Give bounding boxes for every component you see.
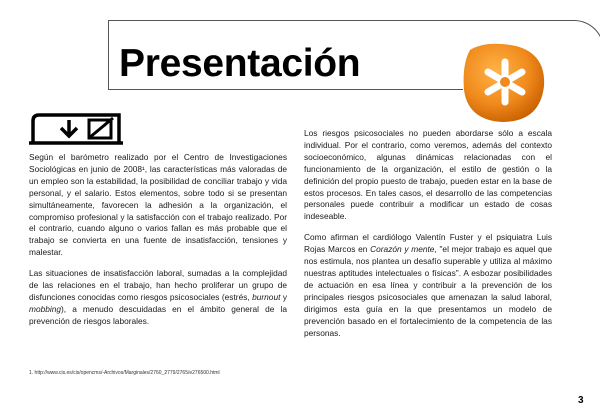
right-paragraph-1: Los riesgos psicosociales no pueden abordarse sólo a escala individual. Por el contrario, como veremos, además del contexto socioeconómico, algunas dinámicas relacionadas con el funcionamiento de la organización, el estilo de gestión o la definición del propio puesto de trabajo, pueden estar en la base de estos procesos. En tales casos, el desarrollo de las competencias personales puede contribuir a modificar un estado de cosas indeseable. <box>304 128 552 222</box>
right-p2-text-b: , "el mejor trabajo es aquel que nos estimula, nos plantea un desafío superable y utiliza al máximo nuestras aptitudes intelectuales o físicas". A esbozar posibilidades de actuación en esa línea y contribuir a la prevención de los principales riesgos psicosociales que amenazan la salud laboral, dirigimos esta guía en la que presentamos un modelo de prevención basado en el fortalecimiento de la competencia de las personas. <box>304 244 552 338</box>
frame-title-underline <box>108 89 463 90</box>
right-column <box>304 128 552 348</box>
page-number: 3 <box>578 395 584 406</box>
page-title: Presentación <box>119 42 361 85</box>
frame-top-line <box>108 20 545 21</box>
footnote: 1. http://www.cis.es/cis/opencms/-Archivos/Marginales/2760_2779/2765/e276500.html <box>29 370 220 376</box>
left-p2-text-c: ), a menudo descuidadas en el ámbito general de la prevención de riesgos laborales. <box>29 303 287 326</box>
right-p2-text-a: Como afirman el cardiólogo Valentín Fuster y el psiquiatra Luis Rojas Marcos en <box>304 232 552 255</box>
left-p2-em-burnout: burnout <box>252 291 281 302</box>
left-p2-em-mobbing: mobbing <box>29 303 62 314</box>
download-arrow-icon <box>61 120 77 136</box>
left-p2-text-b: y <box>280 291 287 302</box>
right-paragraph-2 <box>304 232 552 339</box>
right-p2-em-book: Corazón y mente <box>370 244 435 255</box>
download-edit-icon <box>29 111 123 147</box>
left-paragraph-2 <box>29 268 287 328</box>
asterisk-logo-icon <box>456 42 550 126</box>
left-p2-text-a: Las situaciones de insatisfacción laboral, sumadas a la complejidad de las relaciones en el trabajo, han hecho proliferar un grupo de disfunciones conocidas como riesgos psicosociales (estrés, <box>29 268 287 302</box>
edit-box-icon <box>89 118 113 138</box>
frame-left-line <box>108 20 109 90</box>
left-column <box>29 152 287 337</box>
frame-corner-arc <box>544 20 600 80</box>
left-paragraph-1: Según el barómetro realizado por el Centro de Investigaciones Sociológicas en junio de 2008¹, las características más valoradas de un empleo son la estabilidad, la posibilidad de conciliar trabajo y vida personal, y el salario. Estos elementos, sobre todo si se presentan simultáneamente, favorecen la adhesión a la organización, el compromiso profesional y la satisfacción con el trabajo realizado. Por el contrario, cuando alguno o varios fallan es más probable que el trabajo se convierta en una fuente de insatisfacción, tensiones y malestar. <box>29 152 287 258</box>
